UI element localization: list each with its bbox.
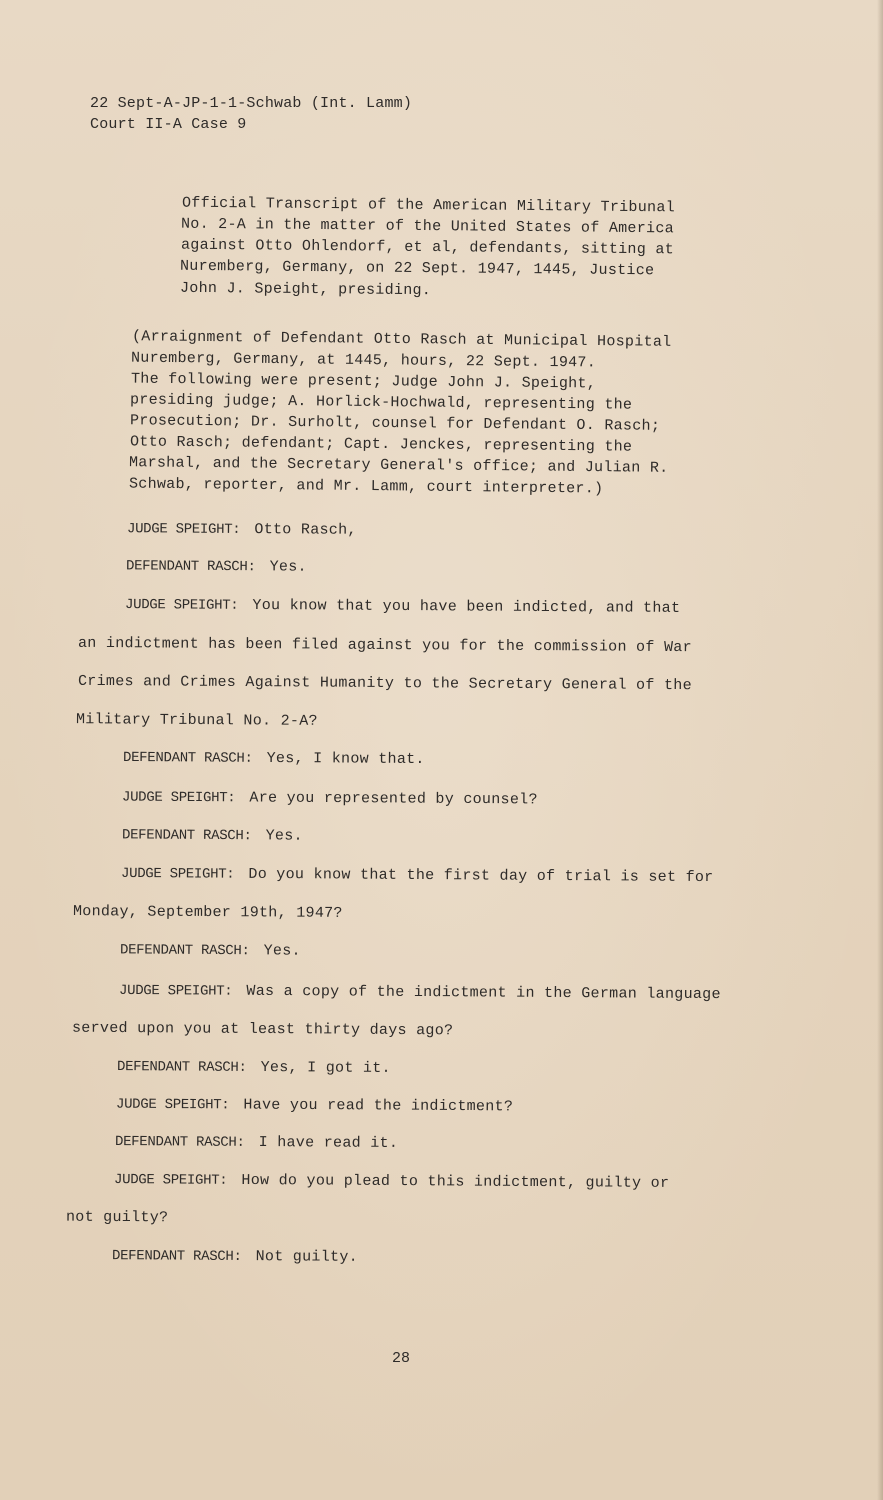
dialogue-continuation xyxy=(72,1019,454,1042)
header-reference-line: 22 Sept-A-JP-1-1-Schwab (Int. Lamm) xyxy=(90,95,413,112)
dialogue-line xyxy=(125,595,680,619)
arraignment-line: Schwab, reporter, and Mr. Lamm, court interpreter.) xyxy=(128,475,604,498)
spoken-text: Are you represented by counsel? xyxy=(249,789,538,809)
speaker-label: DEFENDANT RASCH: xyxy=(114,1134,245,1151)
speaker-label: DEFENDANT RASCH: xyxy=(122,749,253,767)
dialogue-line xyxy=(123,748,425,770)
official-transcript-line: Nuremberg, Germany, on 22 Sept. 1947, 1445, Justice xyxy=(179,257,655,280)
arraignment-line: (Arraignment of Defendant Otto Rasch at Municipal Hospital xyxy=(131,328,672,351)
dialogue-continuation xyxy=(66,1208,168,1229)
dialogue-continuation xyxy=(78,634,692,658)
spoken-text: an indictment has been filed against you for the commission of War xyxy=(77,634,692,657)
speaker-label: JUDGE SPEIGHT: xyxy=(121,789,236,807)
spoken-text: Yes, I know that. xyxy=(266,749,425,769)
spoken-text: Otto Rasch, xyxy=(254,521,357,539)
speaker-label: DEFENDANT RASCH: xyxy=(121,827,252,845)
spoken-text: Was a copy of the indictment in the German language xyxy=(246,982,721,1004)
dialogue-line xyxy=(116,1095,513,1118)
spoken-text: served upon you at least thirty days ago? xyxy=(71,1019,454,1040)
spoken-text: Have you read the indictment? xyxy=(243,1096,514,1116)
dialogue-line xyxy=(122,788,538,811)
spoken-text: Crimes and Crimes Against Humanity to the Secretary General of the xyxy=(77,672,692,695)
dialogue-line xyxy=(121,864,714,888)
spoken-text: Yes, I got it. xyxy=(260,1059,391,1077)
dialogue-line xyxy=(119,981,721,1005)
speaker-label: JUDGE SPEIGHT: xyxy=(126,521,241,538)
arraignment-line: Nuremberg, Germany, at 1445, hours, 22 Sept. 1947. xyxy=(130,349,597,372)
arraignment-line: Otto Rasch; defendant; Capt. Jenckes, representing the xyxy=(129,433,633,456)
spoken-text: not guilty? xyxy=(65,1208,169,1227)
dialogue-line xyxy=(117,1057,391,1079)
speaker-label: DEFENDANT RASCH: xyxy=(116,1059,247,1076)
dialogue-continuation xyxy=(73,902,343,924)
spoken-text: Yes. xyxy=(263,942,301,960)
arraignment-line: Prosecution; Dr. Surholt, counsel for Defendant O. Rasch; xyxy=(129,412,661,435)
arraignment-line: presiding judge; A. Horlick-Hochwald, representing the xyxy=(129,391,633,414)
speaker-label: JUDGE SPEIGHT: xyxy=(120,865,235,883)
page-edge-shadow xyxy=(877,0,883,1500)
dialogue-line xyxy=(126,556,307,577)
spoken-text: Yes. xyxy=(269,558,307,576)
official-transcript-line: against Otto Ohlendorf, et al, defendants, sitting at xyxy=(180,236,675,259)
speaker-label: DEFENDANT RASCH: xyxy=(125,558,256,576)
dialogue-line xyxy=(127,519,357,541)
header-court-case-line: Court II-A Case 9 xyxy=(90,116,247,133)
dialogue-continuation xyxy=(78,672,692,696)
arraignment-line: Marshal, and the Secretary General's office; and Julian R. xyxy=(128,454,669,477)
spoken-text: I have read it. xyxy=(258,1134,399,1152)
dialogue-line xyxy=(115,1132,398,1154)
spoken-text: Monday, September 19th, 1947? xyxy=(72,903,343,922)
dialogue-line xyxy=(120,940,301,961)
spoken-text: Not guilty. xyxy=(255,1248,359,1266)
spoken-text: Yes. xyxy=(265,827,303,845)
speaker-label: JUDGE SPEIGHT: xyxy=(113,1172,228,1189)
speaker-label: DEFENDANT RASCH: xyxy=(119,942,250,960)
spoken-text: Do you know that the first day of trial is set for xyxy=(248,865,714,887)
spoken-text: Military Tribunal No. 2-A? xyxy=(75,711,318,730)
speaker-label: JUDGE SPEIGHT: xyxy=(124,597,239,614)
speaker-label: JUDGE SPEIGHT: xyxy=(118,982,233,1000)
dialogue-continuation xyxy=(76,710,318,732)
spoken-text: How do you plead to this indictment, guilty or xyxy=(241,1171,670,1192)
speaker-label: DEFENDANT RASCH: xyxy=(111,1248,242,1266)
official-transcript-line: Official Transcript of the American Military Tribunal xyxy=(181,194,676,217)
dialogue-line xyxy=(122,825,303,846)
arraignment-line: The following were present; Judge John J. Speight, xyxy=(130,370,597,393)
official-transcript-line: John J. Speight, presiding. xyxy=(179,279,432,300)
dialogue-line xyxy=(114,1170,669,1194)
dialogue-line xyxy=(112,1246,358,1268)
official-transcript-line: No. 2-A in the matter of the United States of America xyxy=(180,215,675,238)
spoken-text: You know that you have been indicted, and that xyxy=(252,596,681,617)
page-number: 28 xyxy=(392,1350,411,1367)
speaker-label: JUDGE SPEIGHT: xyxy=(115,1096,230,1114)
